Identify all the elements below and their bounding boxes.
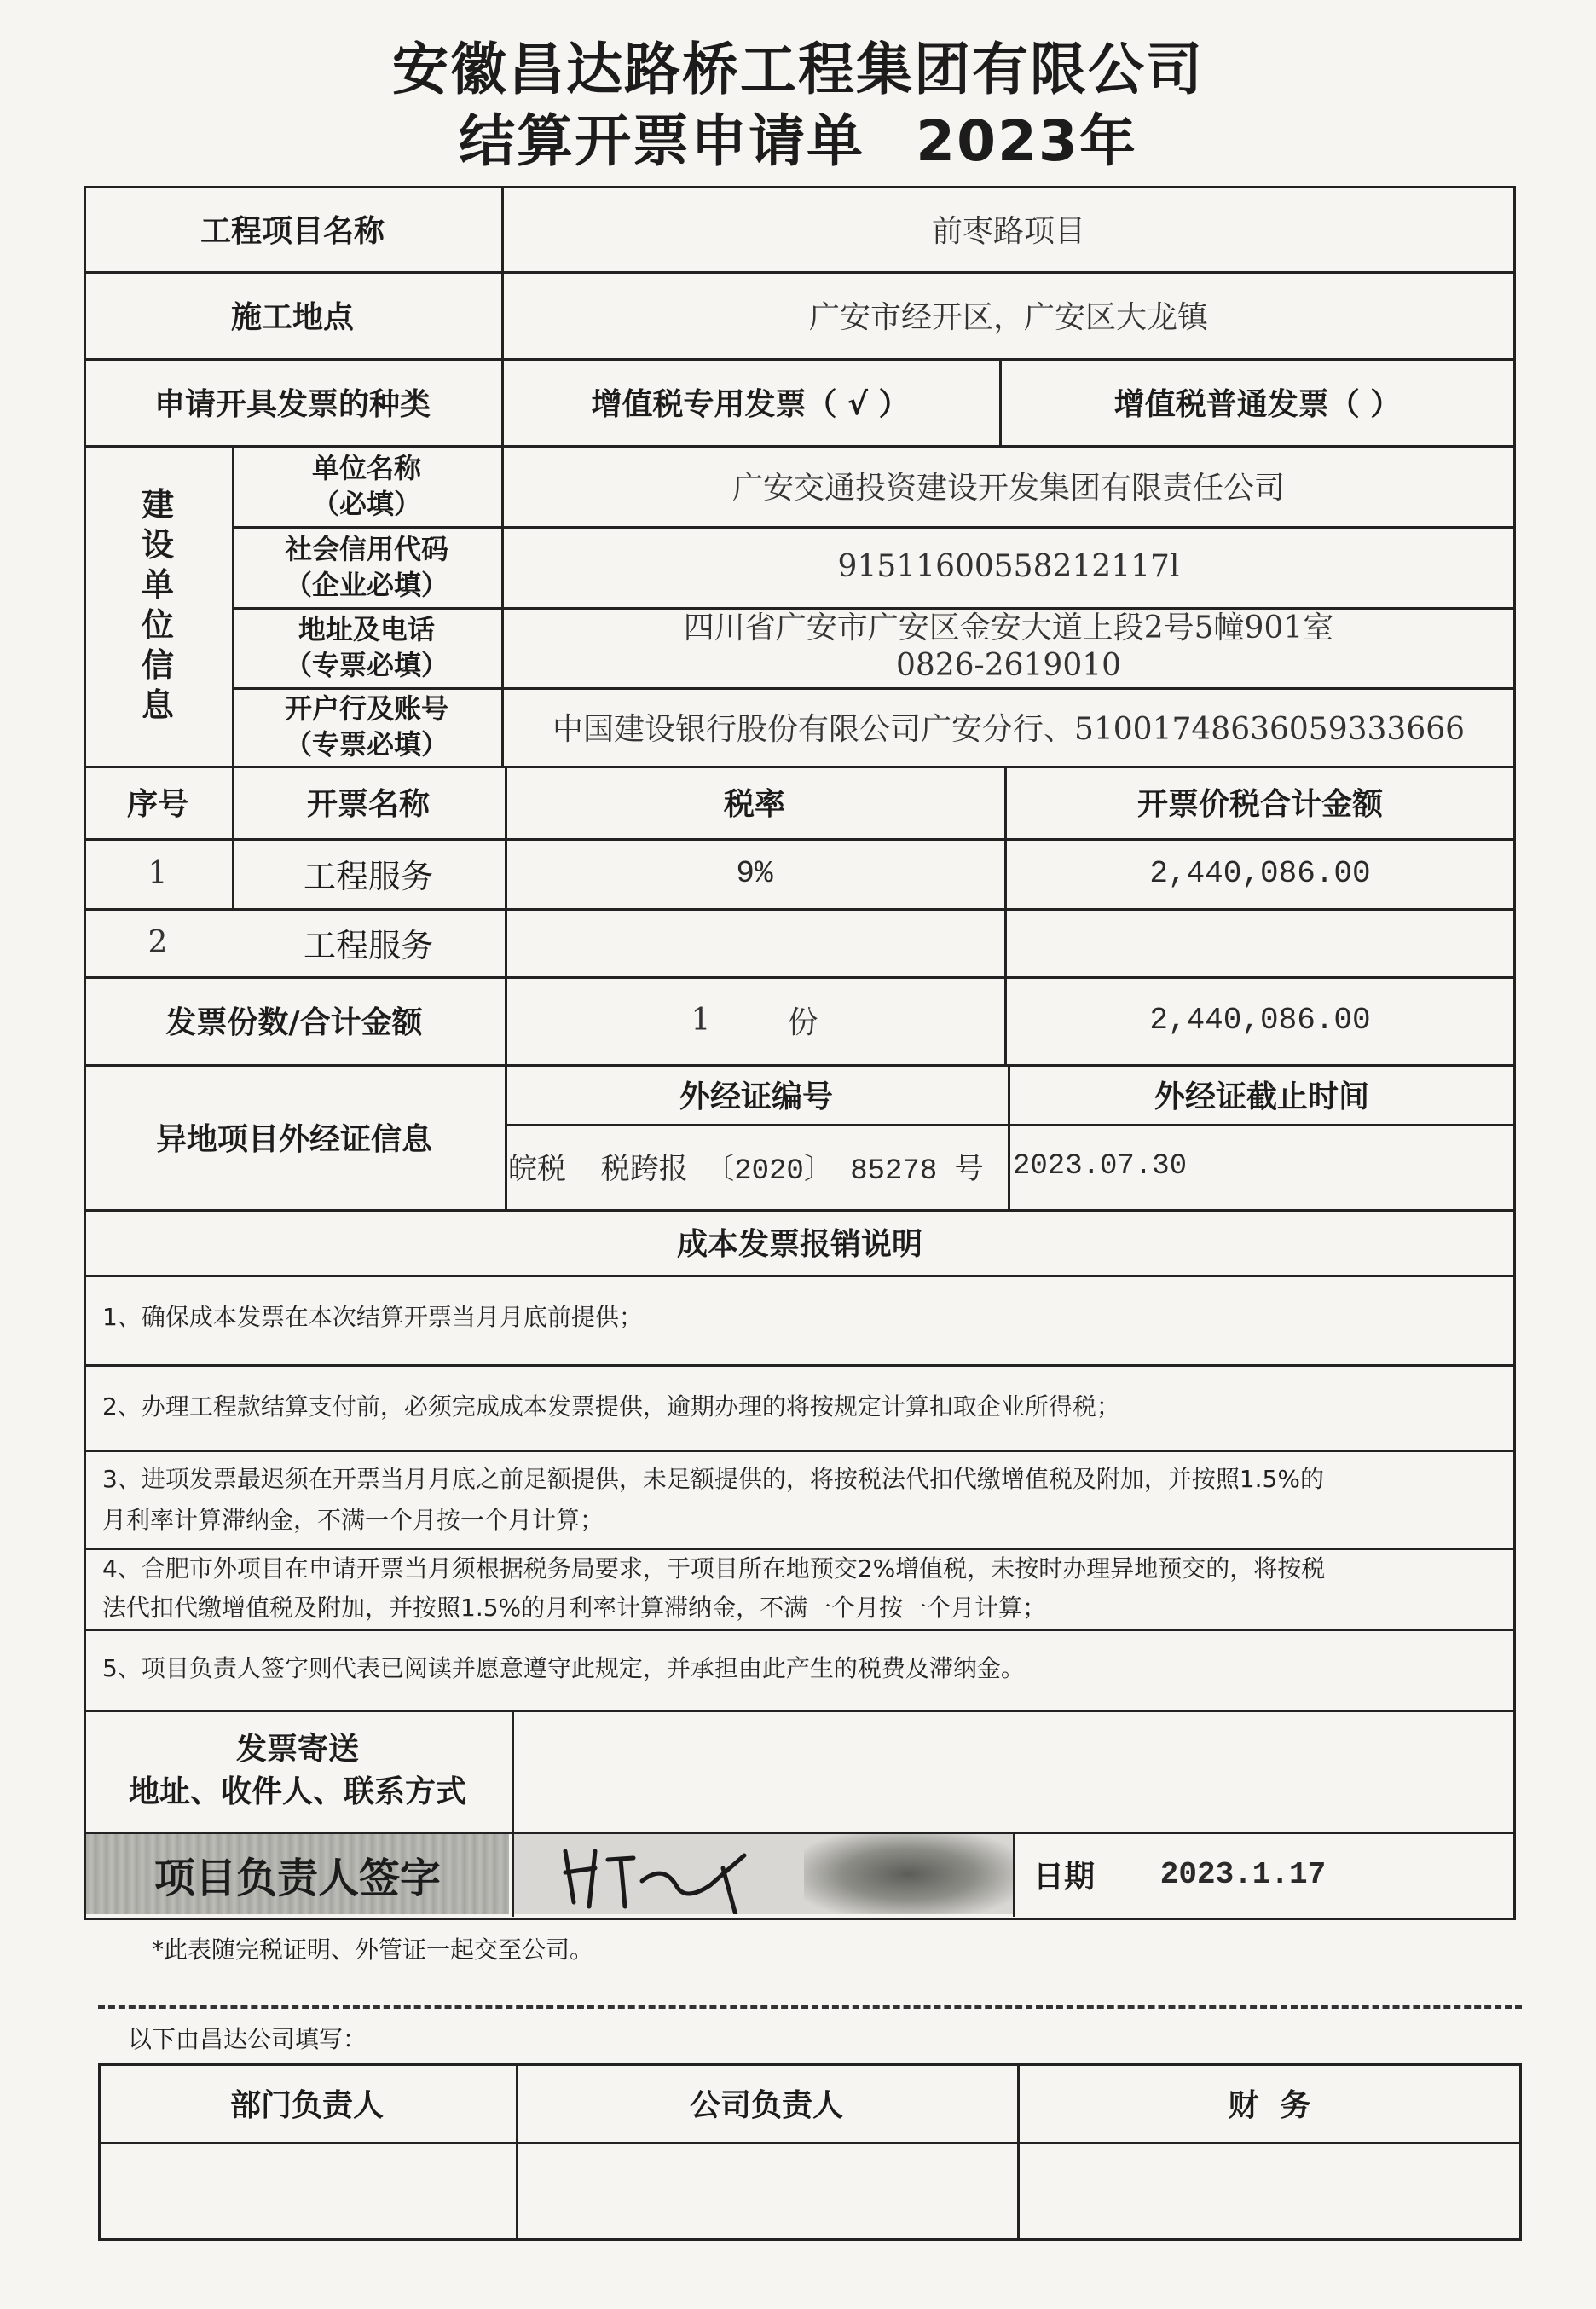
delivery-value (512, 1710, 1516, 1832)
builder-char: 位 (141, 606, 174, 644)
internal-intro: 以下由昌达公司填写： (128, 2025, 367, 2053)
project-name-label: 工程项目名称 (200, 213, 385, 249)
note-4a: 4、合肥市外项目在申请开票当月须根据税务局要求，于项目所在地预交2%增值税，未按时办理异地预交的，将按税 (102, 1554, 1326, 1583)
row1-rate: 9% (736, 855, 773, 891)
address-label-main: 地址及电话 (298, 613, 435, 645)
cert-end-value: 2023.07.30 (1013, 1150, 1188, 1183)
row2-rate (505, 908, 1004, 976)
builder-char: 建 (141, 486, 174, 524)
credit-code-label-main: 社会信用代码 (284, 532, 448, 565)
date-value: 2023.1.17 (1159, 1856, 1327, 1892)
rule (84, 1450, 1516, 1452)
total-label: 发票份数/合计金额 (165, 1005, 423, 1040)
company-head-label: 公司负责人 (689, 2087, 843, 2123)
row1-no: 1 (147, 855, 168, 891)
date-label: 日期 (1032, 1859, 1095, 1895)
finance-label: 财 务 (1228, 2087, 1311, 2123)
row2-amount (1004, 908, 1516, 976)
credit-code-value: 91511600558212117l (837, 549, 1180, 584)
col-header-no: 序号 (126, 787, 188, 822)
rule (84, 1364, 1516, 1367)
col-header-amount: 开票价税合计金额 (1136, 787, 1383, 822)
delivery-label-1: 发票寄送 (235, 1731, 359, 1767)
invoice-type-special: 增值税专用发票（ √ ） (591, 386, 910, 422)
rule (84, 1275, 1516, 1277)
bank-label (232, 687, 501, 766)
blurred-region (804, 1834, 1013, 1914)
credit-code-label (232, 526, 501, 607)
unit-name-label (232, 445, 501, 526)
row1-amount: 2,440,086.00 (1149, 855, 1371, 891)
row2-name: 工程服务 (303, 926, 433, 964)
credit-code-label-note: （企业必填） (284, 568, 448, 601)
signature-label-text: 项目负责人签字 (153, 1854, 441, 1902)
unit-name-label-main: 单位名称 (311, 451, 421, 484)
signature-area (514, 1834, 1013, 1914)
site-value: 广安市经开区，广安区大龙镇 (808, 299, 1208, 335)
form-year: 2023年 (916, 108, 1137, 174)
phone-text: 0826-2619010 (895, 648, 1122, 683)
address-label-note: （专票必填） (284, 649, 448, 681)
builder-group-label (84, 445, 232, 766)
bank-label-note: （专票必填） (284, 728, 448, 761)
cert-no-header: 外经证编号 (679, 1079, 833, 1114)
note-5: 5、项目负责人签字则代表已阅读并愿意遵守此规定，并承担由此产生的税费及滞纳金。 (102, 1654, 1025, 1682)
note-3a: 3、进项发票最迟须在开票当月月底之前足额提供，未足额提供的，将按税法代扣代缴增值税及附加，并按照1.5%的 (102, 1465, 1324, 1493)
dept-head-label: 部门负责人 (229, 2087, 384, 2123)
note-4b: 法代扣代缴增值税及附加，并按照1.5%的月利率计算滞纳金，不满一个月按一个月计算； (102, 1594, 1047, 1622)
delivery-label-2: 地址、收件人、联系方式 (128, 1774, 466, 1809)
invoice-count (505, 976, 1004, 1064)
cert-end-header: 外经证截止时间 (1154, 1079, 1369, 1114)
company-head-sign-box[interactable] (516, 2142, 1017, 2241)
count-unit: 份 (787, 1005, 818, 1040)
bank-label-main: 开户行及账号 (284, 692, 448, 725)
unit-name-label-note: （必填） (311, 487, 421, 520)
row2-no: 2 (147, 924, 168, 960)
signature-label (86, 1834, 509, 1914)
builder-char: 息 (141, 686, 174, 724)
address-value (501, 607, 1516, 687)
builder-char: 设 (141, 526, 174, 564)
note-1: 1、确保成本发票在本次结算开票当月月底前提供； (102, 1303, 643, 1331)
project-name-value: 前枣路项目 (931, 213, 1085, 249)
note-3b: 月利率计算滞纳金，不满一个月按一个月计算； (102, 1506, 604, 1534)
builder-char: 单 (141, 566, 174, 604)
row1-name: 工程服务 (303, 857, 433, 895)
address-text: 四川省广安市广安区金安大道上段2号5幢901室 (683, 611, 1334, 645)
address-label (232, 607, 501, 687)
invoice-type-label: 申请开具发票的种类 (153, 386, 431, 422)
finance-sign-box[interactable] (1017, 2142, 1522, 2241)
col-header-name: 开票名称 (306, 787, 430, 822)
bank-value: 中国建设银行股份有限公司广安分行、51001748636059333666 (552, 711, 1466, 747)
count-value: 1 (691, 1003, 711, 1038)
footnote: *此表随完税证明、外管证一起交至公司。 (152, 1936, 594, 1964)
out-of-area-label: 异地项目外经证信息 (155, 1121, 432, 1157)
builder-char: 信 (141, 646, 174, 684)
form-title-text: 结算开票申请单 (459, 108, 865, 174)
cert-no-value: 皖税 税跨报 〔2020〕 85278 号 (508, 1155, 984, 1188)
total-amount: 2,440,086.00 (1149, 1003, 1371, 1038)
notes-title: 成本发票报销说明 (676, 1227, 922, 1262)
delivery-label (84, 1710, 512, 1832)
site-label: 施工地点 (230, 299, 354, 335)
unit-name-value: 广安交通投资建设开发集团有限责任公司 (732, 471, 1285, 506)
form-title (0, 95, 1596, 177)
col-header-rate: 税率 (723, 787, 785, 822)
dashed-separator (98, 2005, 1522, 2009)
invoice-type-normal: 增值税普通发票（ ） (1113, 386, 1402, 422)
note-2: 2、办理工程款结算支付前，必须完成成本发票提供，逾期办理的将按规定计算扣取企业所得税； (102, 1392, 1120, 1421)
dept-head-sign-box[interactable] (98, 2142, 516, 2241)
company-title: 安徽昌达路桥工程集团有限公司 (392, 37, 1204, 102)
